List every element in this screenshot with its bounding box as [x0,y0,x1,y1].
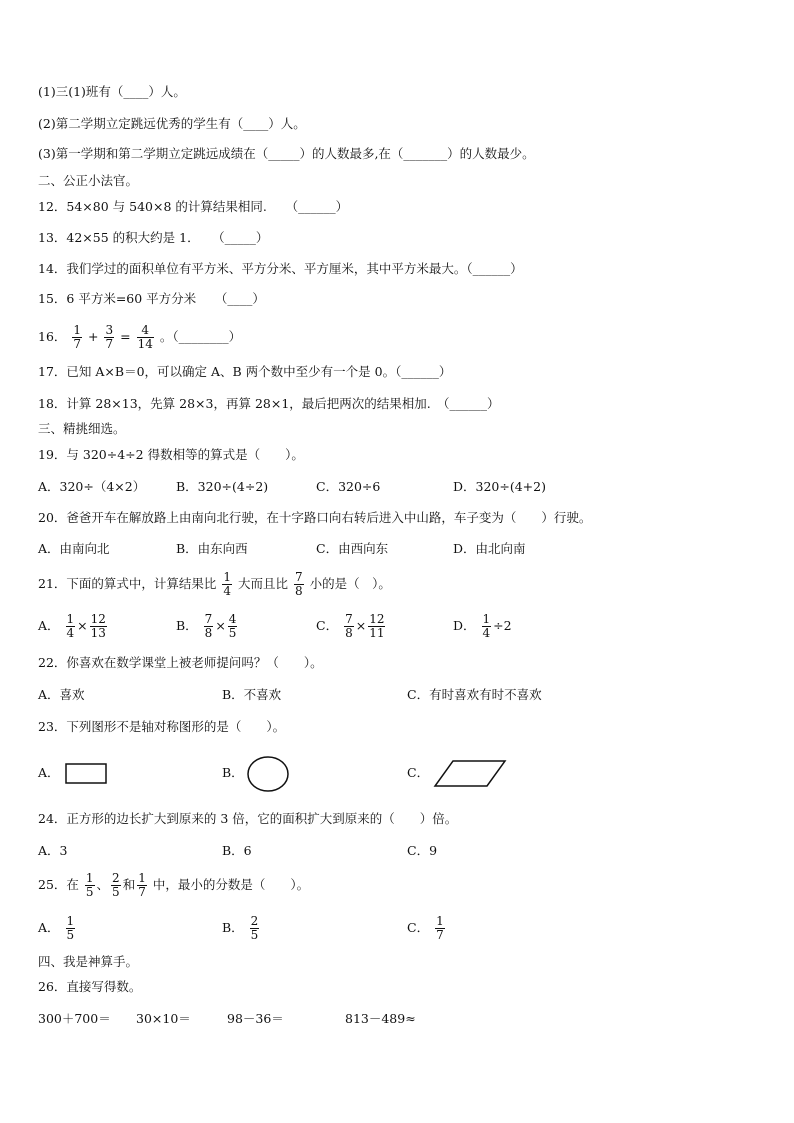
q22-option-c: C．有时喜欢有时不喜欢 [407,687,542,702]
q24-option-c: C．9 [407,843,438,858]
fraction-2-5: $\frac{2}{5}$ [112,871,120,899]
fraction-1-7: $\frac{1}{7}$ [73,323,82,351]
question-22: 22．你喜欢在数学课堂上被老师提问吗？（ ）。 [38,655,323,670]
fraction-1-4: $\frac{1}{4}$ [223,570,232,598]
q24-option-a: A．3 [38,843,68,858]
q19-option-d: D．320÷(4+2) [453,479,546,494]
section-4-heading: 四、我是神算手。 [38,954,139,969]
question-1-3: (3)第一学期和第二学期立定跳远成绩在（_____）的人数最多,在（_______）的人数最少。 [38,146,535,161]
question-26: 26．直接写得数。 [38,979,142,994]
q25-option-a: A． $\frac{1}{5}$ [38,914,75,942]
q19-option-c: C．320÷6 [316,479,381,494]
section-2-heading: 二、公正小法官。 [38,173,139,188]
fraction-1-5: $\frac{1}{5}$ [85,871,94,899]
circle-shape [246,755,292,793]
question-17: 17．已知 A×B＝0，可以确定 A、B 两个数中至少有一个是 0。（______） [38,364,452,379]
q21-option-c: C． $\frac{7}{8}$ × $\frac{12}{11}$ [316,612,385,640]
question-24: 24．正方形的边长扩大到原来的 3 倍，它的面积扩大到原来的（ ）倍。 [38,811,458,826]
question-14: 14．我们学过的面积单位有平方米、平方分米、平方厘米，其中平方米最大。（______） [38,261,523,276]
q21-option-a: A． $\frac{1}{4}$ × $\frac{12}{13}$ [38,612,106,640]
q23-option-c-label: C． [407,765,430,780]
q21-option-b: B． $\frac{7}{8}$ × $\frac{4}{5}$ [176,612,237,640]
q19-option-a: A．320÷（4×2） [38,479,146,494]
question-1-2: (2)第二学期立定跳远优秀的学生有（____）人。 [38,116,306,131]
q25-option-b: B． $\frac{2}{5}$ [222,914,259,942]
q20-option-c: C．由西向东 [316,541,389,556]
fraction-4-14: $\frac{4}{14}$ [137,323,153,351]
section-3-heading: 三、精挑细选。 [38,421,126,436]
question-18: 18．计算 28×13，先算 28×3，再算 28×1，最后把两次的结果相加. （______） [38,396,500,411]
question-23: 23．下列图形不是轴对称图形的是（ ）。 [38,719,286,734]
q23-option-b-label: B． [222,765,244,780]
calc-item-4: 813－489≈ [345,1011,416,1026]
fraction-7-8: $\frac{7}{8}$ [295,570,303,598]
question-19: 19．与 320÷4÷2 得数相等的算式是（ ）。 [38,447,304,462]
q22-option-b: B．不喜欢 [222,687,282,702]
calc-item-3: 98－36＝ [227,1011,284,1026]
q20-option-b: B．由东向西 [176,541,248,556]
rectangle-shape [65,762,109,786]
question-16: 16． $\frac{1}{7}$ + $\frac{3}{7}$ = $\frac{4}{14}$ 。（________） [38,323,242,351]
question-25: 25．在 $\frac{1}{5}$ 、 $\frac{2}{5}$ 和 $\frac{1}{7}$ 中，最小的分数是（ ）。 [38,871,310,899]
q22-option-a: A．喜欢 [38,687,85,702]
fraction-1-7: $\frac{1}{7}$ [138,871,146,899]
q23-option-a-label: A． [38,765,60,780]
question-1-1: (1)三(1)班有（____）人。 [38,84,186,99]
parallelogram-shape [433,759,509,789]
question-21: 21．下面的算式中，计算结果比 $\frac{1}{4}$ 大而且比 $\frac{7}{8}$ 小的是（ ）。 [38,570,391,598]
q21-option-d: D． $\frac{1}{4}$ ÷2 [453,612,512,640]
question-20: 20．爸爸开车在解放路上由南向北行驶，在十字路口向右转后进入中山路，车子变为（ ）行驶。 [38,510,592,525]
question-15: 15．6 平方米=60 平方分米 （____） [38,291,265,306]
q25-option-c: C． $\frac{1}{7}$ [407,914,444,942]
question-12: 12．54×80 与 540×8 的计算结果相同. （______） [38,199,349,214]
calc-item-1: 300＋700＝ [38,1011,111,1026]
q20-option-d: D．由北向南 [453,541,526,556]
q24-option-b: B．6 [222,843,252,858]
question-13: 13．42×55 的积大约是 1． （_____） [38,230,269,245]
q19-option-b: B．320÷(4÷2) [176,479,269,494]
calc-item-2: 30×10＝ [136,1011,191,1026]
question-16-number: 16． [38,329,67,344]
q20-option-a: A．由南向北 [38,541,110,556]
fraction-3-7: $\frac{3}{7}$ [105,323,114,351]
